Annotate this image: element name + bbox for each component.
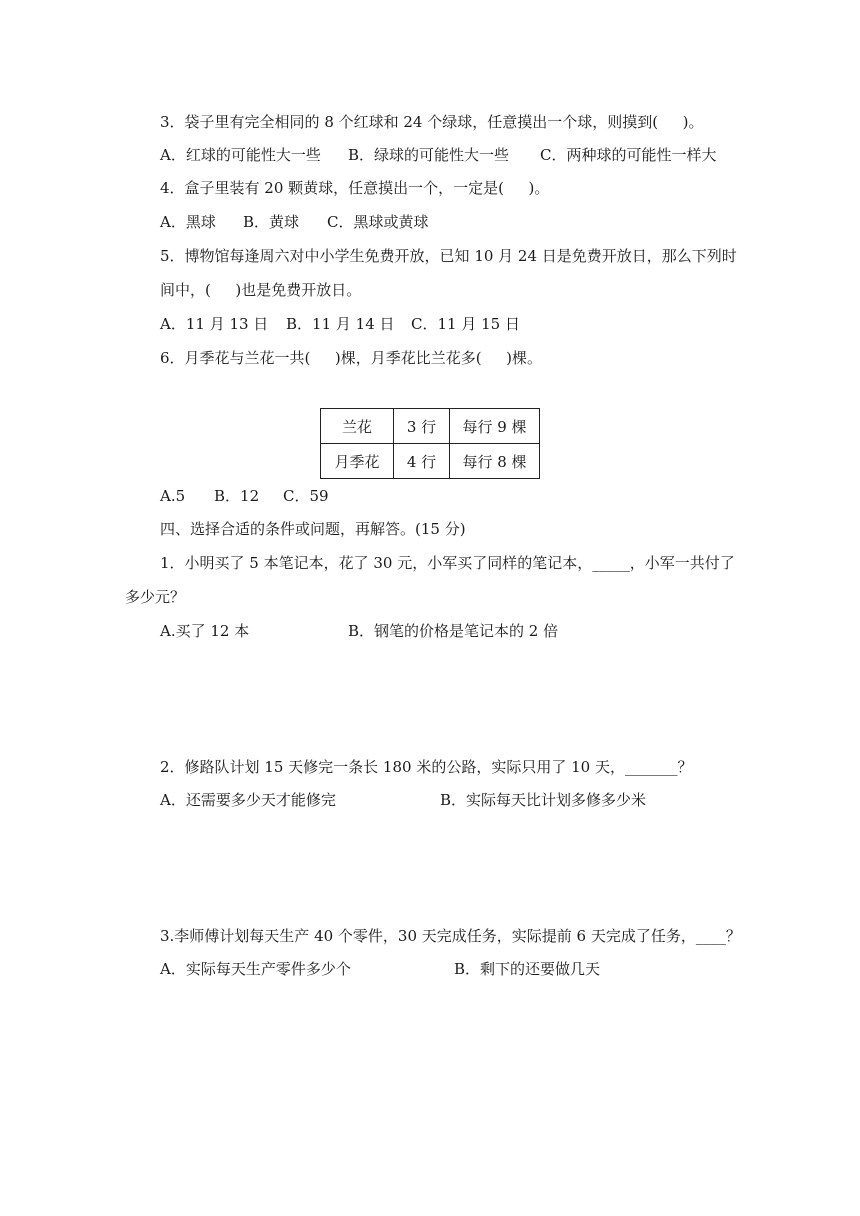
question-6-option-c: C．59	[283, 487, 329, 505]
part4-question-1-option-a: A.买了 12 本	[160, 622, 250, 640]
part4-question-1-option-b: B．钢笔的价格是笔记本的 2 倍	[348, 622, 559, 640]
question-5-stem-line2: 间中，( )也是免费开放日。	[160, 281, 362, 299]
plant-table	[320, 408, 540, 479]
part4-question-3-option-b: B．剩下的还要做几天	[454, 960, 601, 978]
part4-question-2-option-b: B．实际每天比计划多修多少米	[440, 791, 647, 809]
question-5-stem-line1: 5．博物馆每逢周六对中小学生免费开放，已知 10 月 24 日是免费开放日，那么下列时	[160, 247, 737, 265]
question-4-option-a: A．黑球	[160, 213, 216, 231]
question-6-option-a: A.5	[160, 487, 186, 505]
table-cell: 每行 9 棵	[450, 409, 540, 444]
question-6-option-b: B．12	[214, 487, 260, 505]
question-4-option-b: B．黄球	[243, 213, 300, 231]
table-cell: 兰花	[321, 409, 394, 444]
part4-question-1-stem-line1: 1．小明买了 5 本笔记本，花了 30 元，小军买了同样的笔记本，_____，小军一共付了	[160, 554, 735, 572]
table-row	[321, 444, 540, 479]
question-3-stem: 3．袋子里有完全相同的 8 个红球和 24 个绿球，任意摸出一个球，则摸到( )。	[160, 113, 704, 131]
question-5-option-c: C．11 月 15 日	[411, 315, 520, 333]
question-5-option-b: B．11 月 14 日	[286, 315, 395, 333]
table-cell: 月季花	[321, 444, 394, 479]
table-cell: 4 行	[394, 444, 450, 479]
question-3-option-c: C．两种球的可能性一样大	[540, 146, 717, 164]
question-3-option-b: B．绿球的可能性大一些	[348, 146, 510, 164]
part4-question-2-stem: 2．修路队计划 15 天修完一条长 180 米的公路，实际只用了 10 天，_______？	[160, 758, 693, 776]
question-6-stem: 6．月季花与兰花一共( )棵，月季花比兰花多( )棵。	[160, 349, 543, 367]
table-cell: 每行 8 棵	[450, 444, 540, 479]
table-cell: 3 行	[394, 409, 450, 444]
question-4-stem: 4．盒子里装有 20 颗黄球，任意摸出一个，一定是( )。	[160, 179, 550, 197]
part4-question-3-stem: 3.李师傅计划每天生产 40 个零件，30 天完成任务，实际提前 6 天完成了任务，____？	[160, 927, 741, 945]
section-heading: 四、选择合适的条件或问题，再解答。(15 分)	[160, 520, 466, 538]
part4-question-2-option-a: A．还需要多少天才能修完	[160, 791, 336, 809]
question-5-option-a: A．11 月 13 日	[160, 315, 269, 333]
table-row	[321, 409, 540, 444]
question-3-option-a: A．红球的可能性大一些	[160, 146, 321, 164]
part4-question-3-option-a: A．实际每天生产零件多少个	[160, 960, 351, 978]
part4-question-1-stem-line2: 多少元？	[125, 588, 186, 606]
question-4-option-c: C．黑球或黄球	[327, 213, 429, 231]
